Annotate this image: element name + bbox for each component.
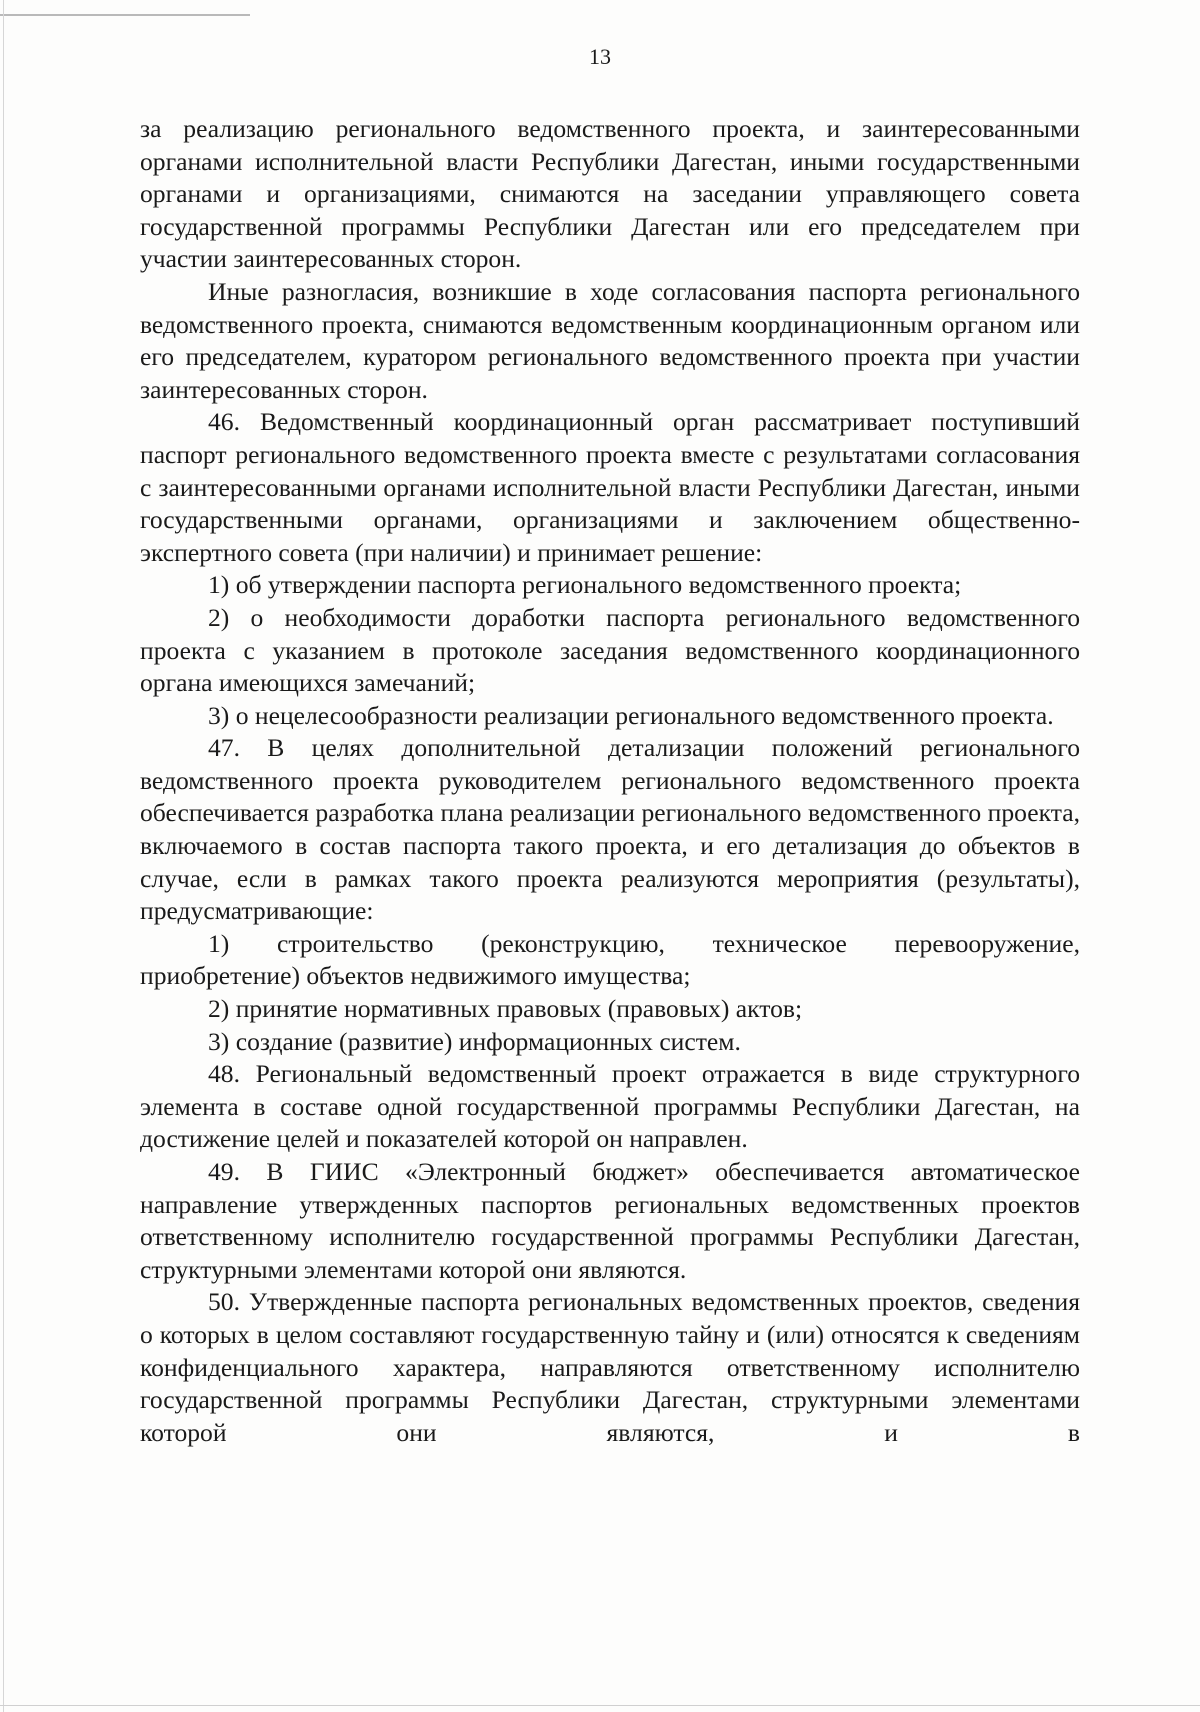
document-body (140, 113, 1080, 1449)
scan-edge-left (3, 0, 4, 1712)
paragraph-46-item-1: 1) об утверждении паспорта регионального ведомственного проекта; (208, 570, 962, 600)
paragraph-50: 50. Утвержденные паспорта региональных ведомственных проектов, сведения о которых в целом составляют государственную тайну и (или) относятся к сведениям конфиденциального характера, направляются ответственному исполнителю государственной программы Республики Дагестан, структурными элементами которой они являются, и в (140, 1287, 1080, 1447)
scan-edge-bottom (0, 1705, 1200, 1706)
page-number: 13 (589, 44, 611, 69)
paragraph-47: 47. В целях дополнительной детализации положений регионального ведомственного проекта руководителем регионального ведомственного проекта обеспечивается разработка плана реализации регионального ведомственного проекта, включаемого в состав паспорта такого проекта, и его детализация до объектов в случае, если в рамках такого проекта реализуются мероприятия (результаты), предусматривающие: (140, 733, 1080, 926)
paragraph-46-item-3: 3) о нецелесообразности реализации регионального ведомственного проекта. (208, 700, 1054, 730)
paragraph-46: 46. Ведомственный координационный орган рассматривает поступивший паспорт регионального ведомственного проекта вместе с результатами согласования с заинтересованными органами исполнительной власти Республики Дагестан, иными государственными органами, организациями и заключением общественно-экспертного совета (при наличии) и принимает решение: (140, 407, 1080, 567)
paragraph-disagreements: Иные разногласия, возникшие в ходе согласования паспорта регионального ведомственного проекта, снимаются ведомственным координационным органом или его председателем, куратором регионального ведомственного проекта при участии заинтересованных сторон. (140, 276, 1080, 404)
paragraph-46-item-2: 2) о необходимости доработки паспорта регионального ведомственного проекта с указанием в протоколе заседания ведомственного координационного органа имеющихся замечаний; (140, 602, 1080, 698)
paragraph-47-item-2: 2) принятие нормативных правовых (правовых) актов; (208, 994, 803, 1024)
paragraph-47-item-1: 1) строительство (реконструкцию, техническое перевооружение, приобретение) объектов недвижимого имущества; (140, 928, 1080, 991)
scan-edge-top (0, 14, 250, 16)
paragraph-47-item-3: 3) создание (развитие) информационных систем. (208, 1026, 741, 1056)
paragraph-48: 48. Региональный ведомственный проект отражается в виде структурного элемента в составе одной государственной программы Республики Дагестан, на достижение целей и показателей которой он направлен. (140, 1059, 1080, 1154)
paragraph-49: 49. В ГИИС «Электронный бюджет» обеспечивается автоматическое направление утвержденных паспортов региональных ведомственных проектов ответственному исполнителю государственной программы Республики Дагестан, структурными элементами которой они являются. (140, 1157, 1080, 1284)
paragraph-continuation: за реализацию регионального ведомственного проекта, и заинтересованными органами исполнительной власти Республики Дагестан, иными государственными органами и организациями, снимаются на заседании управляющего совета государственной программы Республики Дагестан или его председателем при участии заинтересованных сторон. (140, 114, 1080, 274)
